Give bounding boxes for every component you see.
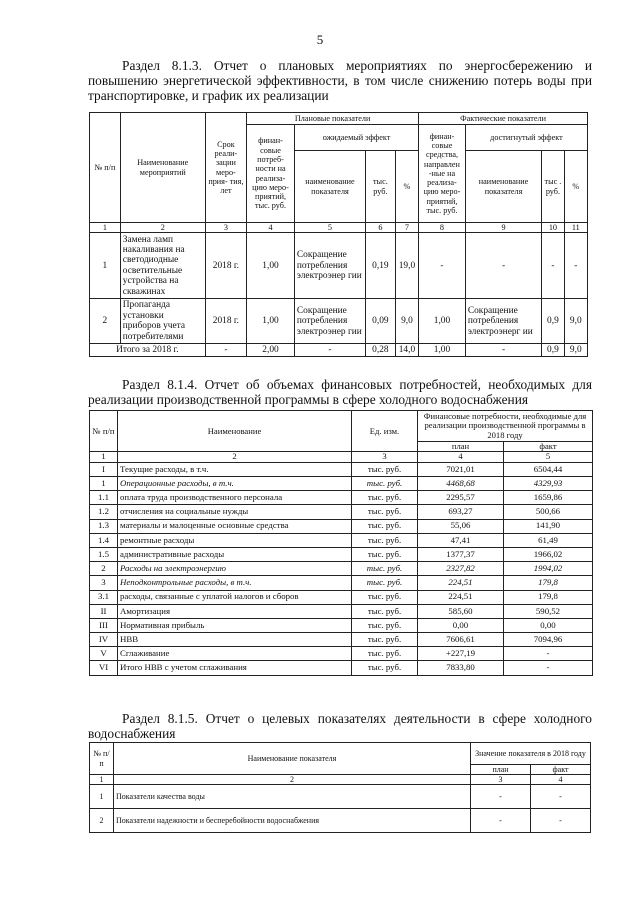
row-name: Показатели качества воды	[114, 785, 471, 809]
header-achieved-effect: достигнутый эффект	[465, 125, 587, 151]
row-num: I	[90, 462, 118, 476]
row-fact: 6504,44	[504, 462, 593, 476]
row-name: материалы и малоценные основные средства	[118, 519, 352, 533]
row-unit: тыс. руб.	[352, 562, 418, 576]
row-name: отчисления на социальные нужды	[118, 505, 352, 519]
row-plan: 4468,68	[418, 477, 504, 491]
row-fact: -	[531, 785, 591, 809]
row-name: административные расходы	[118, 547, 352, 561]
row-fact: 500,66	[504, 505, 593, 519]
total-label: Итого за 2018 г.	[90, 344, 206, 357]
header-plan: план	[471, 765, 531, 775]
row-plan: 224,51	[418, 576, 504, 590]
row-num: VI	[90, 661, 118, 675]
row-unit: тыс. руб.	[352, 462, 418, 476]
header-ach-pct: %	[564, 151, 587, 223]
table-row	[90, 477, 593, 491]
row-name: Пропаганда установки приборов учета потребителями	[120, 299, 205, 344]
column-number-row	[90, 223, 588, 233]
header-ach-name: наименование показателя	[465, 151, 541, 223]
header-fact: факт	[531, 765, 591, 775]
row-plan: -	[471, 809, 531, 833]
row-plan: -	[471, 785, 531, 809]
row-num: 1.1	[90, 491, 118, 505]
total-plan-fin: 2,00	[247, 344, 295, 357]
table-row	[90, 533, 593, 547]
total-ach-rub: 0,9	[542, 344, 564, 357]
row-effect-pct: 19,0	[395, 233, 418, 299]
row-num: IV	[90, 633, 118, 647]
row-num: 3.1	[90, 590, 118, 604]
table-row	[90, 491, 593, 505]
header-num: № п/п	[90, 113, 121, 223]
total-term: -	[205, 344, 246, 357]
col-number: 2	[120, 223, 205, 233]
total-effect-pct: 14,0	[395, 344, 418, 357]
table-row	[90, 562, 593, 576]
row-name: Нормативная прибыль	[118, 618, 352, 632]
col-number: 2	[118, 452, 352, 462]
row-unit: тыс. руб.	[352, 618, 418, 632]
col-number: 1	[90, 775, 114, 785]
row-num: 3	[90, 576, 118, 590]
row-unit: тыс. руб.	[352, 661, 418, 675]
table-row	[90, 576, 593, 590]
row-num: II	[90, 604, 118, 618]
row-plan: 224,51	[418, 590, 504, 604]
col-number: 7	[395, 223, 418, 233]
row-fact: -	[504, 661, 593, 675]
col-number: 3	[205, 223, 246, 233]
row-plan: +227,19	[418, 647, 504, 661]
row-fact: 1966,02	[504, 547, 593, 561]
row-effect-name: Сокращение потребления электроэнер гии	[294, 299, 365, 344]
column-number-row	[90, 452, 593, 462]
row-num: V	[90, 647, 118, 661]
row-unit: тыс. руб.	[352, 547, 418, 561]
row-name: Сглаживание	[118, 647, 352, 661]
row-name: Итого НВВ с учетом сглаживания	[118, 661, 352, 675]
table-row	[90, 505, 593, 519]
row-name: Амортизация	[118, 604, 352, 618]
row-num: 1	[90, 233, 121, 299]
table-row	[90, 604, 593, 618]
row-name: Операционные расходы, в т.ч.	[118, 477, 352, 491]
col-number: 11	[564, 223, 587, 233]
row-unit: тыс. руб.	[352, 590, 418, 604]
row-num: III	[90, 618, 118, 632]
row-unit: тыс. руб.	[352, 533, 418, 547]
table-row	[90, 647, 593, 661]
row-term: 2018 г.	[205, 233, 246, 299]
section-8-1-3-title: Раздел 8.1.3. Отчет о плановых мероприятиях по энергосбережению и повышению энергетической эффективности, в том числе снижению потерь воды при транспортировке, и график их реализации	[88, 58, 592, 103]
total-ach-pct: 9,0	[564, 344, 587, 357]
row-ach-pct: 9,0	[564, 299, 587, 344]
col-number: 6	[366, 223, 396, 233]
header-name: Наименование мероприятий	[120, 113, 205, 223]
row-fact: 61,49	[504, 533, 593, 547]
col-number: 5	[504, 452, 593, 462]
total-effect-name: -	[294, 344, 365, 357]
row-plan: 55,06	[418, 519, 504, 533]
table-row	[90, 233, 588, 299]
table-row	[90, 661, 593, 675]
row-fact: 590,52	[504, 604, 593, 618]
col-number: 5	[294, 223, 365, 233]
row-num: 2	[90, 562, 118, 576]
header-num: № п/п	[90, 411, 118, 452]
row-unit: тыс. руб.	[352, 477, 418, 491]
col-number: 1	[90, 452, 118, 462]
table-row	[90, 462, 593, 476]
row-fact: 7094,96	[504, 633, 593, 647]
table-row	[90, 633, 593, 647]
row-plan: 7606,61	[418, 633, 504, 647]
row-plan: 0,00	[418, 618, 504, 632]
row-ach-rub: 0,9	[542, 299, 564, 344]
row-effect-name: Сокращение потребления электроэнер гии	[294, 233, 365, 299]
header-fin-needs: Финансовые потребности, необходимые для реализации производственной программы в 2018 году	[418, 411, 593, 442]
row-unit: тыс. руб.	[352, 519, 418, 533]
row-unit: тыс. руб.	[352, 647, 418, 661]
header-actual: Фактические показатели	[419, 113, 588, 125]
row-effect-rub: 0,09	[366, 299, 396, 344]
row-name: Неподконтрольные расходы, в т.ч.	[118, 576, 352, 590]
header-name: Наименование	[118, 411, 352, 452]
header-fact: факт	[504, 442, 593, 452]
row-name: ремонтные расходы	[118, 533, 352, 547]
row-fact: 0,00	[504, 618, 593, 632]
row-fact: -	[531, 809, 591, 833]
row-plan: 47,41	[418, 533, 504, 547]
table-row	[90, 519, 593, 533]
row-name: расходы, связанные с уплатой налогов и сборов	[118, 590, 352, 604]
col-number: 9	[465, 223, 541, 233]
row-plan: 2295,57	[418, 491, 504, 505]
col-number: 3	[352, 452, 418, 462]
table-row	[90, 299, 588, 344]
row-effect-pct: 9,0	[395, 299, 418, 344]
table-row	[90, 547, 593, 561]
row-unit: тыс. руб.	[352, 604, 418, 618]
row-ach-pct: -	[564, 233, 587, 299]
row-unit: тыс. руб.	[352, 633, 418, 647]
row-fact: 179,8	[504, 576, 593, 590]
column-number-row	[90, 775, 591, 785]
energy-saving-table	[89, 112, 588, 357]
header-planned: Плановые показатели	[247, 113, 419, 125]
page-number: 5	[316, 32, 324, 47]
row-unit: тыс. руб.	[352, 505, 418, 519]
header-expected-effect: ожидаемый эффект	[294, 125, 418, 151]
header-term: Срок реали- зации меро- прия- тия, лет	[205, 113, 246, 223]
header-unit: Ед. изм.	[352, 411, 418, 452]
row-term: 2018 г.	[205, 299, 246, 344]
row-name: Замена ламп накаливания на светодиодные осветительные устройства на скважинах	[120, 233, 205, 299]
row-unit: тыс. руб.	[352, 491, 418, 505]
table-row	[90, 785, 591, 809]
section-8-1-4-title: Раздел 8.1.4. Отчет об объемах финансовых потребностей, необходимых для реализации производственной программы в сфере холодного водоснабжения	[88, 377, 592, 407]
row-fact: 1659,86	[504, 491, 593, 505]
row-ach-name: -	[465, 233, 541, 299]
header-plan-fin: финан- совые потреб- ности на реализа- цию меро- приятий, тыс. руб.	[247, 125, 295, 223]
col-number: 3	[471, 775, 531, 785]
row-plan: 7021,01	[418, 462, 504, 476]
header-plan: план	[418, 442, 504, 452]
col-number: 4	[531, 775, 591, 785]
row-ach-name: Сокращение потребления электроэнерг ии	[465, 299, 541, 344]
col-number: 10	[542, 223, 564, 233]
row-name: Текущие расходы, в т.ч.	[118, 462, 352, 476]
total-effect-rub: 0,28	[366, 344, 396, 357]
row-num: 1	[90, 785, 114, 809]
row-plan: 585,60	[418, 604, 504, 618]
col-number: 1	[90, 223, 121, 233]
table-row	[90, 590, 593, 604]
header-effect-rub: тыс. руб.	[366, 151, 396, 223]
row-num: 1.3	[90, 519, 118, 533]
table-row	[90, 618, 593, 632]
header-num: № п/п	[90, 743, 114, 775]
row-num: 1.4	[90, 533, 118, 547]
header-effect-pct: %	[395, 151, 418, 223]
target-indicators-table	[89, 742, 591, 833]
financial-needs-table	[89, 410, 593, 676]
row-fact-fin: -	[419, 233, 466, 299]
row-plan-fin: 1,00	[247, 299, 295, 344]
header-value: Значение показателя в 2018 году	[471, 743, 591, 765]
row-fact: 179,8	[504, 590, 593, 604]
col-number: 4	[247, 223, 295, 233]
row-num: 1.2	[90, 505, 118, 519]
col-number: 4	[418, 452, 504, 462]
row-plan: 2327,82	[418, 562, 504, 576]
row-plan: 1377,37	[418, 547, 504, 561]
row-fact: 4329,93	[504, 477, 593, 491]
col-number: 8	[419, 223, 466, 233]
row-num: 2	[90, 299, 121, 344]
row-name: Показатели надежности и бесперебойности водоснабжения	[114, 809, 471, 833]
row-effect-rub: 0,19	[366, 233, 396, 299]
row-num: 1.5	[90, 547, 118, 561]
row-fact: 1994,02	[504, 562, 593, 576]
row-plan-fin: 1,00	[247, 233, 295, 299]
row-num: 1	[90, 477, 118, 491]
col-number: 2	[114, 775, 471, 785]
row-ach-rub: -	[542, 233, 564, 299]
total-row	[90, 344, 588, 357]
row-plan: 693,27	[418, 505, 504, 519]
row-fact: 141,90	[504, 519, 593, 533]
row-unit: тыс. руб.	[352, 576, 418, 590]
header-name: Наименование показателя	[114, 743, 471, 775]
header-ach-rub: тыс . руб.	[542, 151, 564, 223]
section-8-1-5-title: Раздел 8.1.5. Отчет о целевых показателях деятельности в сфере холодного водоснабжения	[88, 711, 592, 741]
row-name: НВВ	[118, 633, 352, 647]
row-num: 2	[90, 809, 114, 833]
row-name: Расходы на электроэнергию	[118, 562, 352, 576]
table-row	[90, 809, 591, 833]
row-fact: -	[504, 647, 593, 661]
total-ach-name: -	[465, 344, 541, 357]
row-fact-fin: 1,00	[419, 299, 466, 344]
row-name: оплата труда производственного персонала	[118, 491, 352, 505]
header-effect-name: наименование показателя	[294, 151, 365, 223]
row-plan: 7833,80	[418, 661, 504, 675]
header-fact-fin: финан- совые средства, направлен -ные на реализа- цию меро- приятий, тыс. руб.	[419, 125, 466, 223]
total-fact-fin: 1,00	[419, 344, 466, 357]
